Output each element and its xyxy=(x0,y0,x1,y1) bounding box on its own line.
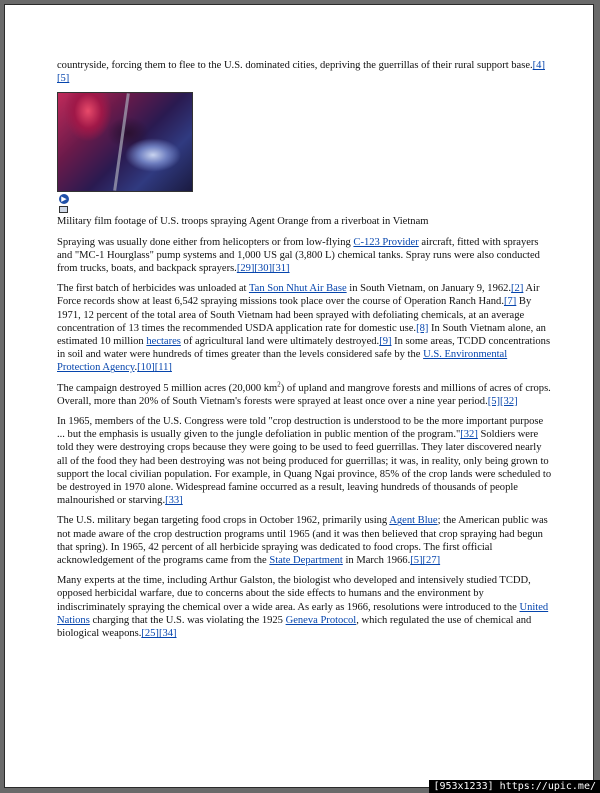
ref-5[interactable]: [5] xyxy=(57,73,70,85)
ref-29[interactable]: [29] xyxy=(236,263,255,275)
play-icon[interactable]: ▶ xyxy=(59,194,69,204)
ref-33[interactable]: [33] xyxy=(165,495,183,507)
paragraph-spraying: Spraying was usually done either from helicopters or from low-flying C-123 Provider aircraft, fitted with sprayers and "MC-1 Hourglass" pump systems and 1,000 US gal (3,800 L) chemical tanks. Spray runs were also conducted from trucks, boats, and backpack sprayers.[29][30][31] xyxy=(57,236,540,275)
paragraph-food-crops: The U.S. military began targeting food crops in October 1962, primarily using Agent Blue; the American public was not made aware of the crop destruction programs until 1965 (and it was then believed that crop spraying had begun that spring). In 1965, 42 percent of all herbicide spraying was dedicated to food crops. The first official acknowledgement of the programs came from the State Department in March 1966.[5][27] xyxy=(57,515,548,567)
link-epa[interactable]: U.S. Environmental Protection Agency xyxy=(57,349,508,374)
ref-2[interactable]: [2] xyxy=(511,283,524,295)
ref-25[interactable]: [25] xyxy=(141,628,159,640)
paragraph-congress: In 1965, members of the U.S. Congress were told "crop destruction is understood to be the more important purpose ... but the emphasis is usually given to the jungle defoliation in public mention of the program."[32] Soldiers were told they were destroying crops because they were going to be used to feed guerrillas. They later discovered nearly all of the food they had been destroying was not being produced for guerrillas; it was, in reality, only being grown to support the local civilian population. For example, in Quang Ngai province, 85% of the crop lands were scheduled to be destroyed in 1970 alone. Widespread famine occurred as a result, leaving hundreds of thousands of people malnourished or starving.[33] xyxy=(57,416,552,507)
link-hectares[interactable]: hectares xyxy=(146,336,181,348)
ref-7[interactable]: [7] xyxy=(503,296,517,308)
ref-11[interactable]: [11] xyxy=(154,362,172,374)
paragraph-campaign: The campaign destroyed 5 million acres (20,000 $km^2$) of upland and mangrove forests and millions of acres of crops. Overall, more than 20% of South Vietnam's forests were sprayed at least once over a nine year period.[5][32] xyxy=(57,380,551,407)
link-tan-son-nhut[interactable]: Tan Son Nhut Air Base xyxy=(248,283,347,295)
image-host-tag: [953x1233] https://upic.me/ xyxy=(429,780,600,793)
ref-5c[interactable]: [5] xyxy=(410,555,423,567)
paragraph-countryside: countryside, forcing them to flee to the U.S. dominated cities, depriving the guerrillas of their rural support base.[4][5] xyxy=(57,60,545,85)
ref-32b[interactable]: [32] xyxy=(460,429,478,441)
ref-9[interactable]: [9] xyxy=(379,336,392,348)
ref-10[interactable]: [10] xyxy=(137,362,155,374)
ref-4[interactable]: [4] xyxy=(532,60,545,71)
ref-5b[interactable]: [5] xyxy=(487,395,501,407)
video-thumbnail[interactable] xyxy=(57,92,193,192)
link-geneva-protocol[interactable]: Geneva Protocol xyxy=(285,614,357,626)
ref-31[interactable]: [31] xyxy=(271,263,290,275)
link-united-nations[interactable]: United Nations xyxy=(57,601,549,626)
article-body xyxy=(57,59,553,647)
paragraph-experts: Many experts at the time, including Arthur Galston, the biologist who developed and intensively studied TCDD, opposed herbicidal warfare, due to concerns about the side effects to humans and the environment by indiscriminately spraying the chemical over a wide area. As early as 1966, resolutions were introduced to the United Nations charging that the U.S. was violating the 1925 Geneva Protocol, which regulated the use of chemical and biological weapons.[25][34] xyxy=(57,575,549,640)
ref-32[interactable]: [32] xyxy=(500,395,518,407)
link-agent-blue[interactable]: Agent Blue xyxy=(389,515,438,527)
link-state-department[interactable]: State Department xyxy=(269,555,343,567)
ref-30[interactable]: [30] xyxy=(254,263,272,275)
link-c123-provider[interactable]: C-123 Provider xyxy=(353,236,419,248)
film-icon[interactable] xyxy=(59,206,68,213)
paragraph-first-batch: The first batch of herbicides was unloaded at Tan Son Nhut Air Base in South Vietnam, on January 9, 1962.[2] Air Force records show at least 6,542 spraying missions took place over the course of Operation Ranch Hand.[7] By 1971, 12 percent of the total area of South Vietnam had been sprayed with defoliating chemicals, at an average concentration of 13 times the recommended USDA application rate for domestic use.[8] In South Vietnam alone, an estimated 10 million hectares of agricultural land were ultimately destroyed.[9] In some areas, TCDD concentrations in soil and water were hundreds of times greater than the levels considered safe by the U.S. Environmental Protection Agency.[10][11] xyxy=(57,283,551,374)
ref-8[interactable]: [8] xyxy=(416,322,429,334)
media-controls xyxy=(57,194,553,214)
figure-caption: Military film footage of U.S. troops spraying Agent Orange from a riverboat in Vietnam xyxy=(57,216,429,228)
ref-27[interactable]: [27] xyxy=(422,555,441,567)
ref-34[interactable]: [34] xyxy=(158,628,177,640)
thumbnail-detail xyxy=(113,94,130,191)
document-page xyxy=(4,4,594,788)
